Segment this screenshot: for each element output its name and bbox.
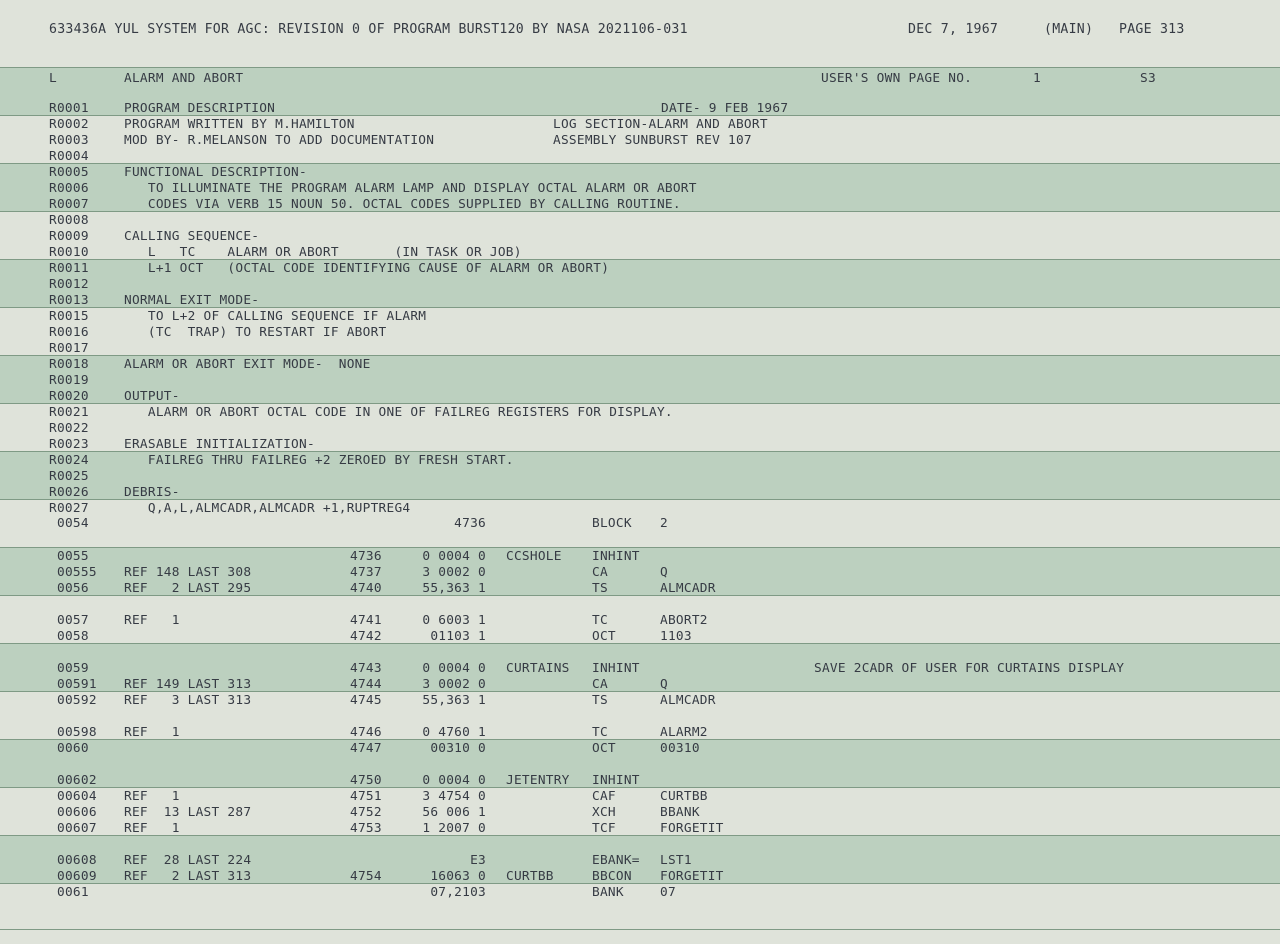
remark-text: TO ILLUMINATE THE PROGRAM ALARM LAMP AND DISPLAY OCTAL ALARM OR ABORT bbox=[124, 181, 697, 196]
code-address: 4742 bbox=[350, 629, 382, 644]
code-operand: ABORT2 bbox=[660, 613, 708, 628]
code-line-number: 0059 bbox=[57, 661, 89, 676]
remark-text: FAILREG THRU FAILREG +2 ZEROED BY FRESH START. bbox=[124, 453, 514, 468]
code-operand: ALARM2 bbox=[660, 725, 708, 740]
code-line-number: 0056 bbox=[57, 581, 89, 596]
code-operand: LST1 bbox=[660, 853, 692, 868]
remark-line-number: R0025 bbox=[49, 469, 89, 484]
remark-line-number: R0002 bbox=[49, 117, 89, 132]
code-ref: REF 1 bbox=[124, 821, 180, 836]
remark-text: L TC ALARM OR ABORT (IN TASK OR JOB) bbox=[124, 245, 522, 260]
remark-line-number: R0022 bbox=[49, 421, 89, 436]
code-word: 0 6003 1 bbox=[422, 613, 486, 628]
code-opcode: BLOCK bbox=[592, 516, 632, 531]
code-ref: REF 28 LAST 224 bbox=[124, 853, 252, 868]
remark-text: DEBRIS- bbox=[124, 485, 180, 500]
remark-line-number: R0026 bbox=[49, 485, 89, 500]
code-operand: 00310 bbox=[660, 741, 700, 756]
paper-band bbox=[0, 595, 1280, 643]
code-line-number: 0060 bbox=[57, 741, 89, 756]
remark-text: NORMAL EXIT MODE- bbox=[124, 293, 260, 308]
remark-line-number: R0015 bbox=[49, 309, 89, 324]
code-operand: 1103 bbox=[660, 629, 692, 644]
remark-text: ERASABLE INITIALIZATION- bbox=[124, 437, 315, 452]
section-code: S3 bbox=[1140, 71, 1156, 86]
code-ref: REF 148 LAST 308 bbox=[124, 565, 252, 580]
band-rule bbox=[0, 67, 1280, 68]
code-word: 07,2103 bbox=[430, 885, 486, 900]
code-address: 4753 bbox=[350, 821, 382, 836]
code-word: E3 bbox=[470, 853, 486, 868]
paper-band bbox=[0, 883, 1280, 944]
code-opcode: CA bbox=[592, 677, 608, 692]
code-opcode: EBANK= bbox=[592, 853, 640, 868]
remark-text: FUNCTIONAL DESCRIPTION- bbox=[124, 165, 307, 180]
code-ref: REF 13 LAST 287 bbox=[124, 805, 252, 820]
remark-line-number: R0027 bbox=[49, 501, 89, 516]
remark-text: TO L+2 OF CALLING SEQUENCE IF ALARM bbox=[124, 309, 427, 324]
remark-line-number: R0007 bbox=[49, 197, 89, 212]
code-line-number: 00608 bbox=[57, 853, 97, 868]
code-operand: FORGETIT bbox=[660, 821, 724, 836]
code-line-number: 00606 bbox=[57, 805, 97, 820]
code-ref: REF 3 LAST 313 bbox=[124, 693, 252, 708]
code-opcode: INHINT bbox=[592, 549, 640, 564]
code-opcode: BBCON bbox=[592, 869, 632, 884]
listing-date: DEC 7, 1967 bbox=[908, 22, 999, 37]
remark-text: (TC TRAP) TO RESTART IF ABORT bbox=[124, 325, 387, 340]
code-label: CCSHOLE bbox=[506, 549, 562, 564]
code-ref: REF 2 LAST 295 bbox=[124, 581, 252, 596]
remark-line-number: R0019 bbox=[49, 373, 89, 388]
code-operand: Q bbox=[660, 565, 668, 580]
code-address: 4736 bbox=[350, 549, 382, 564]
code-ref: REF 1 bbox=[124, 789, 180, 804]
code-address: 4744 bbox=[350, 677, 382, 692]
code-address: 4743 bbox=[350, 661, 382, 676]
code-line-number: 0054 bbox=[57, 516, 89, 531]
band-rule bbox=[0, 929, 1280, 930]
code-address: 4751 bbox=[350, 789, 382, 804]
code-operand: FORGETIT bbox=[660, 869, 724, 884]
remark-line-number: R0011 bbox=[49, 261, 89, 276]
code-operand: 2 bbox=[660, 516, 668, 531]
code-line-number: 00592 bbox=[57, 693, 97, 708]
remark-line-number: R0018 bbox=[49, 357, 89, 372]
code-label: JETENTRY bbox=[506, 773, 570, 788]
remark-line-number: R0012 bbox=[49, 277, 89, 292]
remark-line-number: R0016 bbox=[49, 325, 89, 340]
code-ref: REF 149 LAST 313 bbox=[124, 677, 252, 692]
band-rule bbox=[0, 163, 1280, 164]
code-word: 3 0002 0 bbox=[422, 565, 486, 580]
code-line-number: 0058 bbox=[57, 629, 89, 644]
code-word: 56 006 1 bbox=[422, 805, 486, 820]
code-address: 4740 bbox=[350, 581, 382, 596]
remark-line-number: R0013 bbox=[49, 293, 89, 308]
page-number: PAGE 313 bbox=[1119, 22, 1185, 37]
code-operand: 07 bbox=[660, 885, 676, 900]
code-opcode: TS bbox=[592, 581, 608, 596]
remark-text: CALLING SEQUENCE- bbox=[124, 229, 260, 244]
code-line-number: 00591 bbox=[57, 677, 97, 692]
code-label: CURTAINS bbox=[506, 661, 570, 676]
code-word: 16063 0 bbox=[430, 869, 486, 884]
code-address: 4752 bbox=[350, 805, 382, 820]
remark-line-number: R0024 bbox=[49, 453, 89, 468]
code-address: 4746 bbox=[350, 725, 382, 740]
remark-text: PROGRAM DESCRIPTION bbox=[124, 101, 276, 116]
band-rule bbox=[0, 739, 1280, 740]
code-word: 55,363 1 bbox=[422, 693, 486, 708]
code-opcode: TCF bbox=[592, 821, 616, 836]
code-word: 1 2007 0 bbox=[422, 821, 486, 836]
code-line-number: 00602 bbox=[57, 773, 97, 788]
remark-text: ALARM OR ABORT EXIT MODE- NONE bbox=[124, 357, 371, 372]
remark-right-text: ASSEMBLY SUNBURST REV 107 bbox=[553, 133, 752, 148]
code-opcode: TS bbox=[592, 693, 608, 708]
code-opcode: CA bbox=[592, 565, 608, 580]
remark-line-number: R0023 bbox=[49, 437, 89, 452]
remark-line-number: R0001 bbox=[49, 101, 89, 116]
remark-line-number: R0021 bbox=[49, 405, 89, 420]
code-opcode: XCH bbox=[592, 805, 616, 820]
code-opcode: TC bbox=[592, 725, 608, 740]
code-line-number: 00607 bbox=[57, 821, 97, 836]
code-comment: SAVE 2CADR OF USER FOR CURTAINS DISPLAY bbox=[814, 661, 1125, 676]
code-opcode: OCT bbox=[592, 741, 616, 756]
code-opcode: TC bbox=[592, 613, 608, 628]
code-ref: REF 1 bbox=[124, 613, 180, 628]
remark-line-number: R0017 bbox=[49, 341, 89, 356]
remark-line-number: R0006 bbox=[49, 181, 89, 196]
band-rule bbox=[0, 403, 1280, 404]
remark-text: OUTPUT- bbox=[124, 389, 180, 404]
remark-line-number: R0003 bbox=[49, 133, 89, 148]
remark-line-number: R0004 bbox=[49, 149, 89, 164]
code-ref: REF 1 bbox=[124, 725, 180, 740]
code-word: 0 4760 1 bbox=[422, 725, 486, 740]
code-address: 4747 bbox=[350, 741, 382, 756]
remark-line-number: R0020 bbox=[49, 389, 89, 404]
code-label: CURTBB bbox=[506, 869, 554, 884]
code-operand: ALMCADR bbox=[660, 581, 716, 596]
remark-text: MOD BY- R.MELANSON TO ADD DOCUMENTATION bbox=[124, 133, 435, 148]
code-word: 4736 bbox=[454, 516, 486, 531]
listing-tag: (MAIN) bbox=[1044, 22, 1094, 37]
listing-title: 633436A YUL SYSTEM FOR AGC: REVISION 0 OF PROGRAM BURST120 BY NASA 2021106-031 bbox=[49, 22, 688, 37]
band-rule bbox=[0, 787, 1280, 788]
band-rule bbox=[0, 499, 1280, 500]
remark-text: Q,A,L,ALMCADR,ALMCADR +1,RUPTREG4 bbox=[124, 501, 411, 516]
code-opcode: CAF bbox=[592, 789, 616, 804]
code-word: 3 0002 0 bbox=[422, 677, 486, 692]
code-word: 01103 1 bbox=[430, 629, 486, 644]
code-word: 00310 0 bbox=[430, 741, 486, 756]
remark-line-number: R0010 bbox=[49, 245, 89, 260]
users-page-number: 1 bbox=[1033, 71, 1041, 86]
code-address: 4750 bbox=[350, 773, 382, 788]
band-rule bbox=[0, 643, 1280, 644]
code-address: 4754 bbox=[350, 869, 382, 884]
paper-band bbox=[0, 739, 1280, 787]
code-operand: Q bbox=[660, 677, 668, 692]
users-page-label: USER'S OWN PAGE NO. bbox=[821, 71, 973, 86]
code-opcode: INHINT bbox=[592, 661, 640, 676]
code-line-number: 00598 bbox=[57, 725, 97, 740]
band-rule bbox=[0, 835, 1280, 836]
code-opcode: INHINT bbox=[592, 773, 640, 788]
code-address: 4745 bbox=[350, 693, 382, 708]
remark-right-text: LOG SECTION-ALARM AND ABORT bbox=[553, 117, 768, 132]
band-rule bbox=[0, 355, 1280, 356]
remark-line-number: R0005 bbox=[49, 165, 89, 180]
remark-text: ALARM OR ABORT OCTAL CODE IN ONE OF FAILREG REGISTERS FOR DISPLAY. bbox=[124, 405, 673, 420]
code-word: 55,363 1 bbox=[422, 581, 486, 596]
remark-text: L+1 OCT (OCTAL CODE IDENTIFYING CAUSE OF ALARM OR ABORT) bbox=[124, 261, 610, 276]
code-operand: BBANK bbox=[660, 805, 700, 820]
code-operand: CURTBB bbox=[660, 789, 708, 804]
code-operand: ALMCADR bbox=[660, 693, 716, 708]
code-ref: REF 2 LAST 313 bbox=[124, 869, 252, 884]
remark-right-text: DATE- 9 FEB 1967 bbox=[661, 101, 789, 116]
code-address: 4741 bbox=[350, 613, 382, 628]
remark-text: PROGRAM WRITTEN BY M.HAMILTON bbox=[124, 117, 355, 132]
code-address: 4737 bbox=[350, 565, 382, 580]
code-word: 3 4754 0 bbox=[422, 789, 486, 804]
code-line-number: 00609 bbox=[57, 869, 97, 884]
log-section-name: ALARM AND ABORT bbox=[124, 71, 244, 86]
code-word: 0 0004 0 bbox=[422, 773, 486, 788]
remark-text: CODES VIA VERB 15 NOUN 50. OCTAL CODES SUPPLIED BY CALLING ROUTINE. bbox=[124, 197, 681, 212]
code-opcode: OCT bbox=[592, 629, 616, 644]
log-marker: L bbox=[49, 71, 57, 86]
remark-line-number: R0008 bbox=[49, 213, 89, 228]
code-line-number: 0057 bbox=[57, 613, 89, 628]
code-line-number: 00604 bbox=[57, 789, 97, 804]
code-line-number: 00555 bbox=[57, 565, 97, 580]
code-line-number: 0055 bbox=[57, 549, 89, 564]
code-word: 0 0004 0 bbox=[422, 549, 486, 564]
remark-line-number: R0009 bbox=[49, 229, 89, 244]
code-opcode: BANK bbox=[592, 885, 624, 900]
code-word: 0 0004 0 bbox=[422, 661, 486, 676]
band-rule bbox=[0, 547, 1280, 548]
code-line-number: 0061 bbox=[57, 885, 89, 900]
